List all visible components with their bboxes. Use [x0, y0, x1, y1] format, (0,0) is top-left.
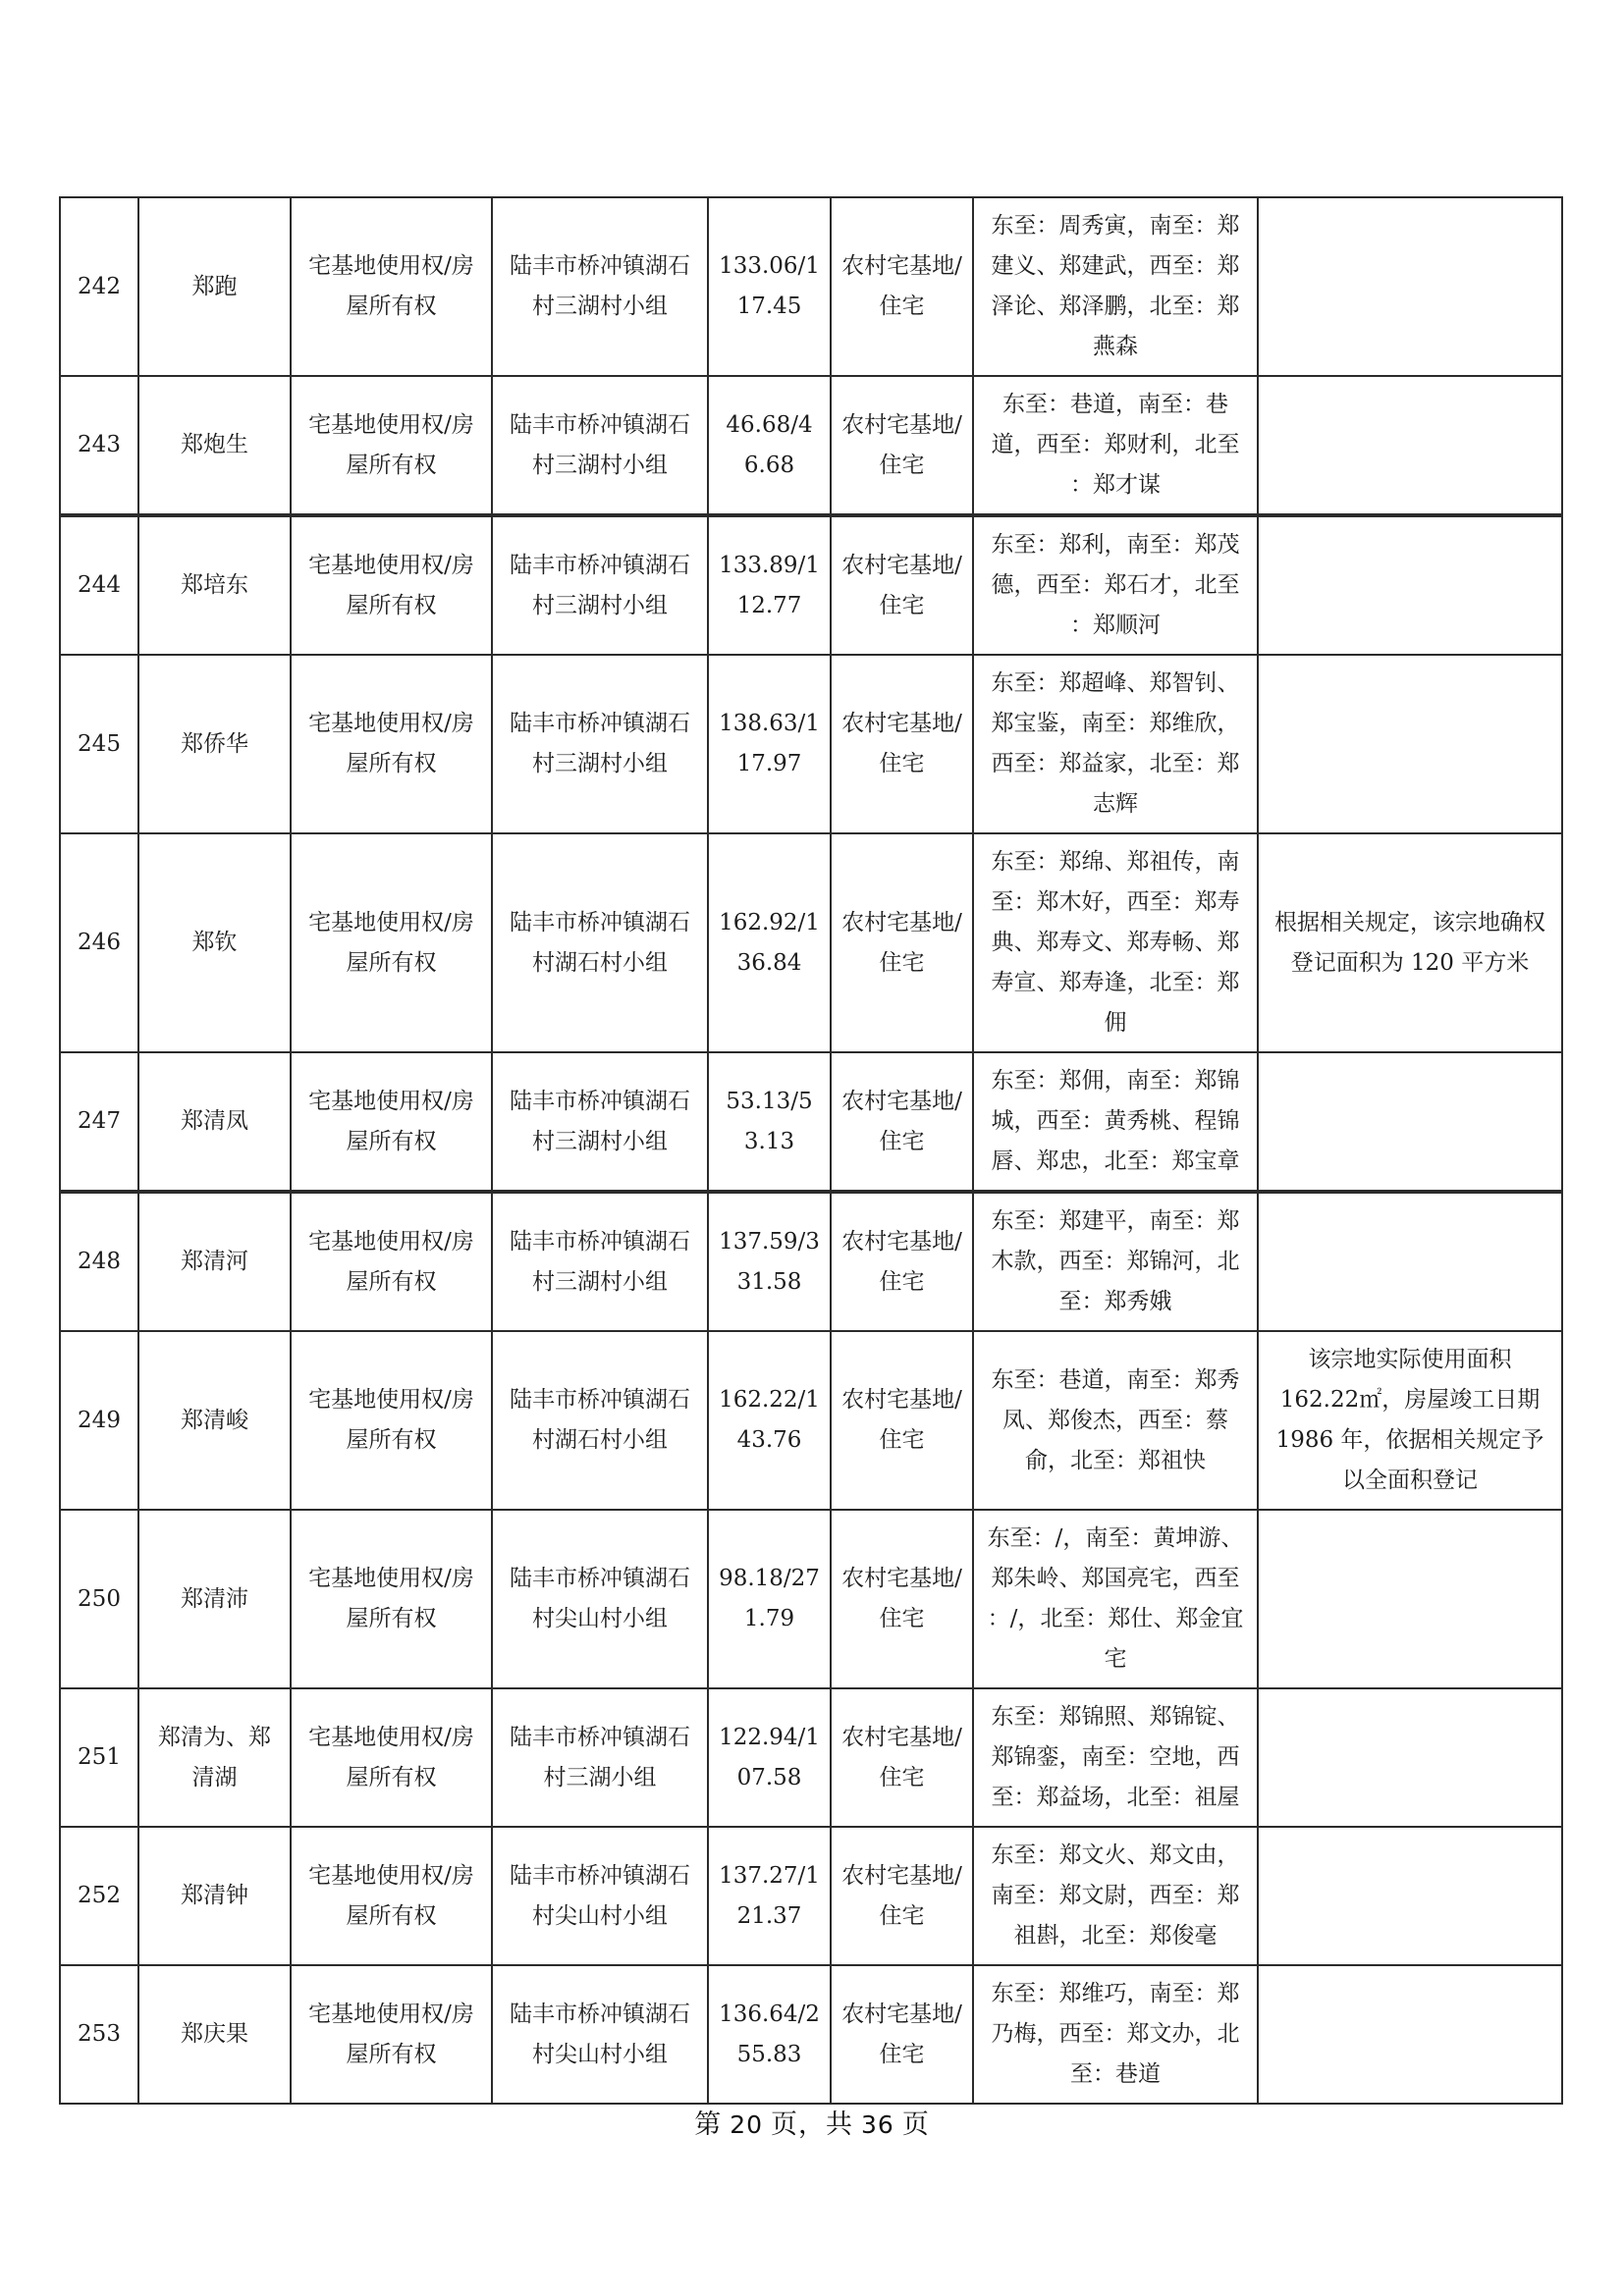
cell-area-values: 122.94/107.58	[708, 1688, 831, 1827]
cell-land-usage: 农村宅基地/住宅	[831, 1827, 973, 1965]
cell-area-values: 162.22/143.76	[708, 1331, 831, 1510]
cell-right-type: 宅基地使用权/房屋所有权	[291, 655, 492, 833]
cell-serial-number: 243	[60, 376, 138, 515]
cell-serial-number: 246	[60, 833, 138, 1052]
cell-land-usage: 农村宅基地/住宅	[831, 1510, 973, 1688]
cell-owner-name: 郑侨华	[138, 655, 291, 833]
cell-area-values: 98.18/271.79	[708, 1510, 831, 1688]
footer-middle: 页，共	[771, 2109, 853, 2140]
cell-boundaries: 东至：郑维巧，南至：郑乃梅，西至：郑文办，北至：巷道	[973, 1965, 1258, 2104]
cell-right-type: 宅基地使用权/房屋所有权	[291, 376, 492, 515]
cell-location: 陆丰市桥冲镇湖石村尖山村小组	[492, 1965, 708, 2104]
cell-remark: 根据相关规定，该宗地确权登记面积为 120 平方米	[1258, 833, 1562, 1052]
cell-land-usage: 农村宅基地/住宅	[831, 1688, 973, 1827]
cell-boundaries: 东至：周秀寅，南至：郑建义、郑建武，西至：郑泽论、郑泽鹏，北至：郑燕森	[973, 197, 1258, 376]
cell-land-usage: 农村宅基地/住宅	[831, 515, 973, 655]
table-row	[60, 833, 1562, 1052]
footer-prefix: 第	[694, 2109, 723, 2140]
cell-owner-name: 郑跑	[138, 197, 291, 376]
page-footer	[0, 2103, 1624, 2141]
cell-remark	[1258, 515, 1562, 655]
cell-boundaries: 东至：郑文火、郑文由，南至：郑文尉，西至：郑祖斟，北至：郑俊毫	[973, 1827, 1258, 1965]
cell-area-values: 136.64/255.83	[708, 1965, 831, 2104]
cell-land-usage: 农村宅基地/住宅	[831, 1331, 973, 1510]
cell-boundaries: 东至：/，南至：黄坤游、郑朱岭、郑国亮宅，西至：/，北至：郑仕、郑金宜宅	[973, 1510, 1258, 1688]
table-row	[60, 1688, 1562, 1827]
table-row	[60, 655, 1562, 833]
cell-area-values: 133.89/112.77	[708, 515, 831, 655]
footer-suffix: 页	[901, 2109, 930, 2140]
cell-boundaries: 东至：郑利，南至：郑茂德，西至：郑石才，北至：郑顺河	[973, 515, 1258, 655]
cell-remark	[1258, 1052, 1562, 1192]
land-rights-table	[59, 196, 1563, 2105]
cell-owner-name: 郑清沛	[138, 1510, 291, 1688]
cell-location: 陆丰市桥冲镇湖石村湖石村小组	[492, 833, 708, 1052]
cell-boundaries: 东至：郑锦照、郑锦锭、郑锦銮，南至：空地，西至：郑益场，北至：祖屋	[973, 1688, 1258, 1827]
table-body	[60, 197, 1562, 2104]
cell-owner-name: 郑清河	[138, 1192, 291, 1331]
cell-owner-name: 郑庆果	[138, 1965, 291, 2104]
cell-boundaries: 东至：巷道，南至：巷道，西至：郑财利，北至：郑才谋	[973, 376, 1258, 515]
cell-right-type: 宅基地使用权/房屋所有权	[291, 197, 492, 376]
cell-remark	[1258, 1827, 1562, 1965]
cell-serial-number: 247	[60, 1052, 138, 1192]
cell-owner-name: 郑清钟	[138, 1827, 291, 1965]
cell-land-usage: 农村宅基地/住宅	[831, 655, 973, 833]
cell-right-type: 宅基地使用权/房屋所有权	[291, 1052, 492, 1192]
cell-remark	[1258, 1510, 1562, 1688]
cell-owner-name: 郑炮生	[138, 376, 291, 515]
cell-location: 陆丰市桥冲镇湖石村三湖村小组	[492, 1192, 708, 1331]
cell-boundaries: 东至：郑绵、郑祖传，南至：郑木好，西至：郑寿典、郑寿文、郑寿畅、郑寿宣、郑寿逢，北至：郑佣	[973, 833, 1258, 1052]
cell-serial-number: 242	[60, 197, 138, 376]
cell-serial-number: 252	[60, 1827, 138, 1965]
cell-boundaries: 东至：巷道，南至：郑秀凤、郑俊杰，西至：蔡俞，北至：郑祖快	[973, 1331, 1258, 1510]
cell-location: 陆丰市桥冲镇湖石村三湖小组	[492, 1688, 708, 1827]
cell-location: 陆丰市桥冲镇湖石村三湖村小组	[492, 376, 708, 515]
cell-owner-name: 郑清峻	[138, 1331, 291, 1510]
cell-owner-name: 郑钦	[138, 833, 291, 1052]
footer-total-pages: 36	[861, 2110, 894, 2139]
cell-area-values: 53.13/53.13	[708, 1052, 831, 1192]
cell-land-usage: 农村宅基地/住宅	[831, 1192, 973, 1331]
cell-area-values: 138.63/117.97	[708, 655, 831, 833]
table-row	[60, 1331, 1562, 1510]
cell-remark	[1258, 376, 1562, 515]
cell-serial-number: 245	[60, 655, 138, 833]
cell-land-usage: 农村宅基地/住宅	[831, 1052, 973, 1192]
cell-remark	[1258, 1688, 1562, 1827]
cell-area-values: 133.06/117.45	[708, 197, 831, 376]
cell-location: 陆丰市桥冲镇湖石村湖石村小组	[492, 1331, 708, 1510]
cell-remark: 该宗地实际使用面积 162.22㎡，房屋竣工日期 1986 年，依据相关规定予以全面积登记	[1258, 1331, 1562, 1510]
table-row	[60, 1827, 1562, 1965]
cell-location: 陆丰市桥冲镇湖石村三湖村小组	[492, 197, 708, 376]
cell-area-values: 137.59/331.58	[708, 1192, 831, 1331]
cell-right-type: 宅基地使用权/房屋所有权	[291, 833, 492, 1052]
cell-remark	[1258, 655, 1562, 833]
cell-remark	[1258, 1192, 1562, 1331]
table-row	[60, 376, 1562, 515]
cell-serial-number: 253	[60, 1965, 138, 2104]
cell-location: 陆丰市桥冲镇湖石村尖山村小组	[492, 1510, 708, 1688]
cell-serial-number: 249	[60, 1331, 138, 1510]
cell-boundaries: 东至：郑建平，南至：郑木款，西至：郑锦河，北至：郑秀娥	[973, 1192, 1258, 1331]
cell-remark	[1258, 197, 1562, 376]
cell-owner-name: 郑清为、郑清湖	[138, 1688, 291, 1827]
cell-location: 陆丰市桥冲镇湖石村三湖村小组	[492, 515, 708, 655]
cell-remark	[1258, 1965, 1562, 2104]
cell-serial-number: 248	[60, 1192, 138, 1331]
cell-land-usage: 农村宅基地/住宅	[831, 1965, 973, 2104]
cell-land-usage: 农村宅基地/住宅	[831, 376, 973, 515]
cell-right-type: 宅基地使用权/房屋所有权	[291, 515, 492, 655]
cell-location: 陆丰市桥冲镇湖石村三湖村小组	[492, 655, 708, 833]
cell-boundaries: 东至：郑超峰、郑智钊、郑宝鉴，南至：郑维欣，西至：郑益家，北至：郑志辉	[973, 655, 1258, 833]
table-row	[60, 1510, 1562, 1688]
cell-area-values: 162.92/136.84	[708, 833, 831, 1052]
table-row	[60, 1965, 1562, 2104]
table-row	[60, 1192, 1562, 1331]
cell-serial-number: 244	[60, 515, 138, 655]
cell-serial-number: 251	[60, 1688, 138, 1827]
cell-right-type: 宅基地使用权/房屋所有权	[291, 1331, 492, 1510]
cell-location: 陆丰市桥冲镇湖石村尖山村小组	[492, 1827, 708, 1965]
cell-owner-name: 郑清凤	[138, 1052, 291, 1192]
cell-right-type: 宅基地使用权/房屋所有权	[291, 1827, 492, 1965]
cell-area-values: 46.68/46.68	[708, 376, 831, 515]
cell-area-values: 137.27/121.37	[708, 1827, 831, 1965]
table-row	[60, 1052, 1562, 1192]
cell-boundaries: 东至：郑佣，南至：郑锦城，西至：黄秀桃、程锦唇、郑忠，北至：郑宝章	[973, 1052, 1258, 1192]
cell-serial-number: 250	[60, 1510, 138, 1688]
footer-page-number: 20	[730, 2110, 763, 2139]
cell-right-type: 宅基地使用权/房屋所有权	[291, 1192, 492, 1331]
cell-right-type: 宅基地使用权/房屋所有权	[291, 1688, 492, 1827]
cell-land-usage: 农村宅基地/住宅	[831, 197, 973, 376]
table-row	[60, 197, 1562, 376]
cell-right-type: 宅基地使用权/房屋所有权	[291, 1510, 492, 1688]
table-row	[60, 515, 1562, 655]
cell-owner-name: 郑培东	[138, 515, 291, 655]
cell-location: 陆丰市桥冲镇湖石村三湖村小组	[492, 1052, 708, 1192]
cell-right-type: 宅基地使用权/房屋所有权	[291, 1965, 492, 2104]
cell-land-usage: 农村宅基地/住宅	[831, 833, 973, 1052]
